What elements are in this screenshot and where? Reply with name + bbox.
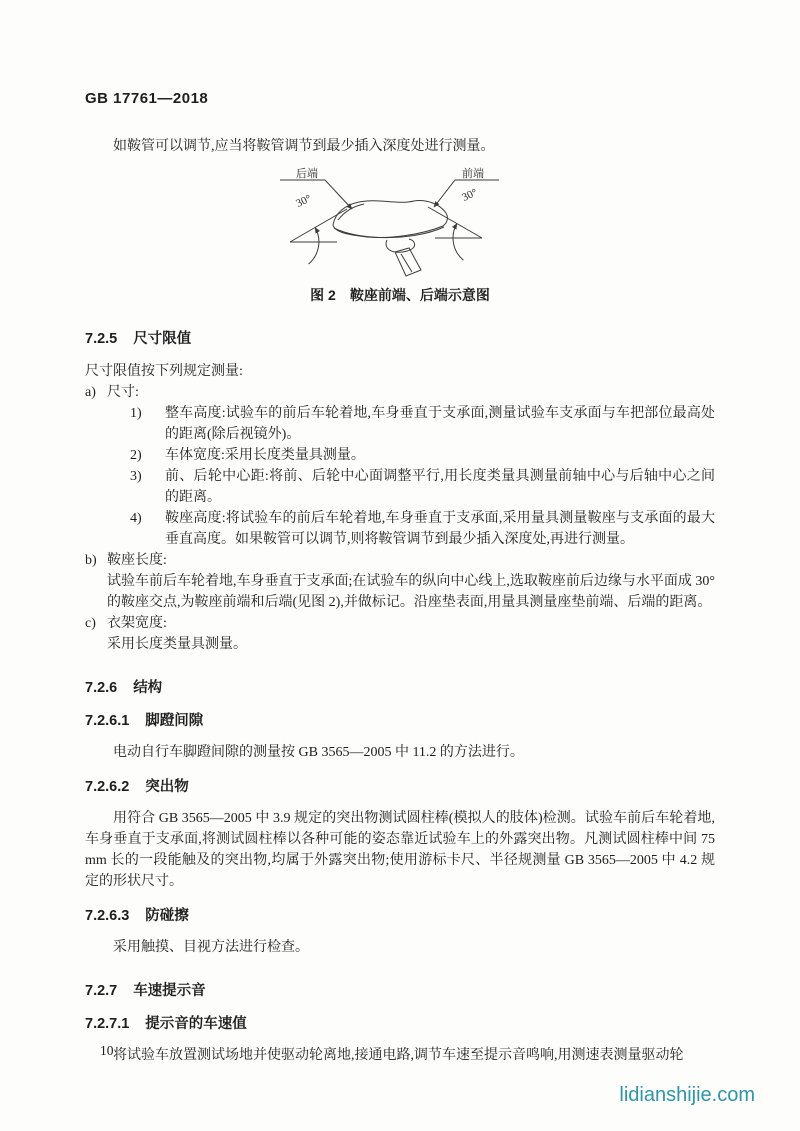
left-angle-arc [309,228,319,265]
section-title: 尺寸限值 [133,331,192,347]
list-item-label: 衣架宽度: [107,616,167,631]
section-number: 7.2.6.1 [85,713,130,729]
list-marker: 1) [130,406,142,421]
list-item-text: 鞍座高度:将试验车的前后车轮着地,车身垂直于支承面,采用量具测量鞍座与支承面的最大垂直高度。如果鞍管可以调节,则将鞍管调节到最少插入深度处,再进行测量。 [165,511,715,547]
list-item-a-1 [130,403,715,445]
list-item-c [85,613,715,655]
standard-number-header: GB 17761—2018 [85,90,209,107]
list-marker: a) [85,385,96,400]
section-title: 突出物 [145,779,189,795]
section-number: 7.2.7 [85,983,118,999]
right-angle-arc [453,224,463,261]
list-item-text: 采用长度类量具测量。 [107,637,247,652]
list-item-b [85,550,715,613]
section-title: 提示音的车速值 [145,1016,247,1032]
left-angle-label: 30° [294,192,314,210]
section-7-2-5-lead: 尺寸限值按下列规定测量: [85,364,243,379]
rear-leader-line [280,180,352,209]
list-item-a-2 [130,445,715,466]
section-7-2-7-1-body: 将试验车放置测试场地并使驱动轮离地,接通电路,调节车速至提示音鸣响,用测速表测量驱动轮 [113,1048,684,1063]
right-angle-line [428,207,482,238]
section-heading-7-2-7 [85,982,715,1000]
section-heading-7-2-6-1 [85,712,715,730]
intro-paragraph: 如鞍管可以调节,应当将鞍管调节到最少插入深度处进行测量。 [113,139,495,154]
section-number: 7.2.6.3 [85,908,130,924]
right-angle-label: 30° [460,186,480,204]
section-title: 脚蹬间隙 [145,713,204,729]
section-title: 防碰擦 [145,908,189,924]
list-marker: b) [85,553,97,568]
figure-2 [85,163,715,306]
section-number: 7.2.5 [85,331,118,347]
list-item-label: 尺寸: [107,385,139,400]
list-item-a-3 [130,466,715,508]
list-item-text: 试验车前后车轮着地,车身垂直于支承面;在试验车的纵向中心线上,选取鞍座前后边缘与水平面成 30°的鞍座交点,为鞍座前端和后端(见图 2),并做标记。沿座垫表面,用量具测量座垫前端、后端的距离。 [107,574,715,610]
section-heading-7-2-6-3 [85,907,715,925]
list-item-label: 鞍座长度: [107,553,167,568]
list-marker: 4) [130,511,142,526]
watermark: lidianshijie.com [619,1084,755,1106]
page-content [85,88,715,1066]
section-number: 7.2.6 [85,680,118,696]
figure-caption-text: 鞍座前端、后端示意图 [349,287,490,303]
page-number: 10 [100,1043,114,1058]
list-marker: 2) [130,448,142,463]
section-heading-7-2-6 [85,679,715,697]
saddle-diagram [275,163,525,283]
figure-caption [85,285,715,306]
section-heading-7-2-7-1 [85,1015,715,1033]
section-heading-7-2-6-2 [85,778,715,796]
saddle-rim-line [334,227,444,238]
section-7-2-6-1-body: 电动自行车脚蹬间隙的测量按 GB 3565—2005 中 11.2 的方法进行。 [113,745,524,760]
list-item-text: 整车高度:试验车的前后车轮着地,车身垂直于支承面,测量试验车支承面与车把部位最高处的距离(除后视镜外)。 [165,406,715,442]
list-item-a-4 [130,508,715,550]
list-item-a [85,382,715,403]
list-item-text: 前、后轮中心距:将前、后轮中心面调整平行,用长度类量具测量前轴中心与后轴中心之间的距离。 [165,469,715,505]
rear-end-label: 后端 [296,168,318,180]
front-end-label: 前端 [462,168,484,180]
list-item-text: 车体宽度:采用长度类量具测量。 [165,448,365,463]
section-title: 车速提示音 [133,983,206,999]
section-title: 结构 [133,680,163,696]
section-heading-7-2-5 [85,330,715,348]
section-number: 7.2.7.1 [85,1016,130,1032]
figure-caption-label: 图 2 [310,287,336,303]
list-marker: 3) [130,469,142,484]
section-7-2-6-3-body: 采用触摸、目视方法进行检查。 [113,940,309,955]
section-number: 7.2.6.2 [85,779,130,795]
section-7-2-6-2-body: 用符合 GB 3565—2005 中 3.9 规定的突出物测试圆柱棒(模拟人的肢体)检测。试验车前后车轮着地,车身垂直于支承面,将测试圆柱棒以各种可能的姿态靠近试验车上的外露突出物。凡测试圆柱棒中间 75 mm 长的一段能触及的突出物,均属于外露突出物;使用游标卡尺、半径规测量 GB 3565—2005 中 4.2 规定的形状尺寸。 [85,811,715,889]
list-marker: c) [85,616,96,631]
